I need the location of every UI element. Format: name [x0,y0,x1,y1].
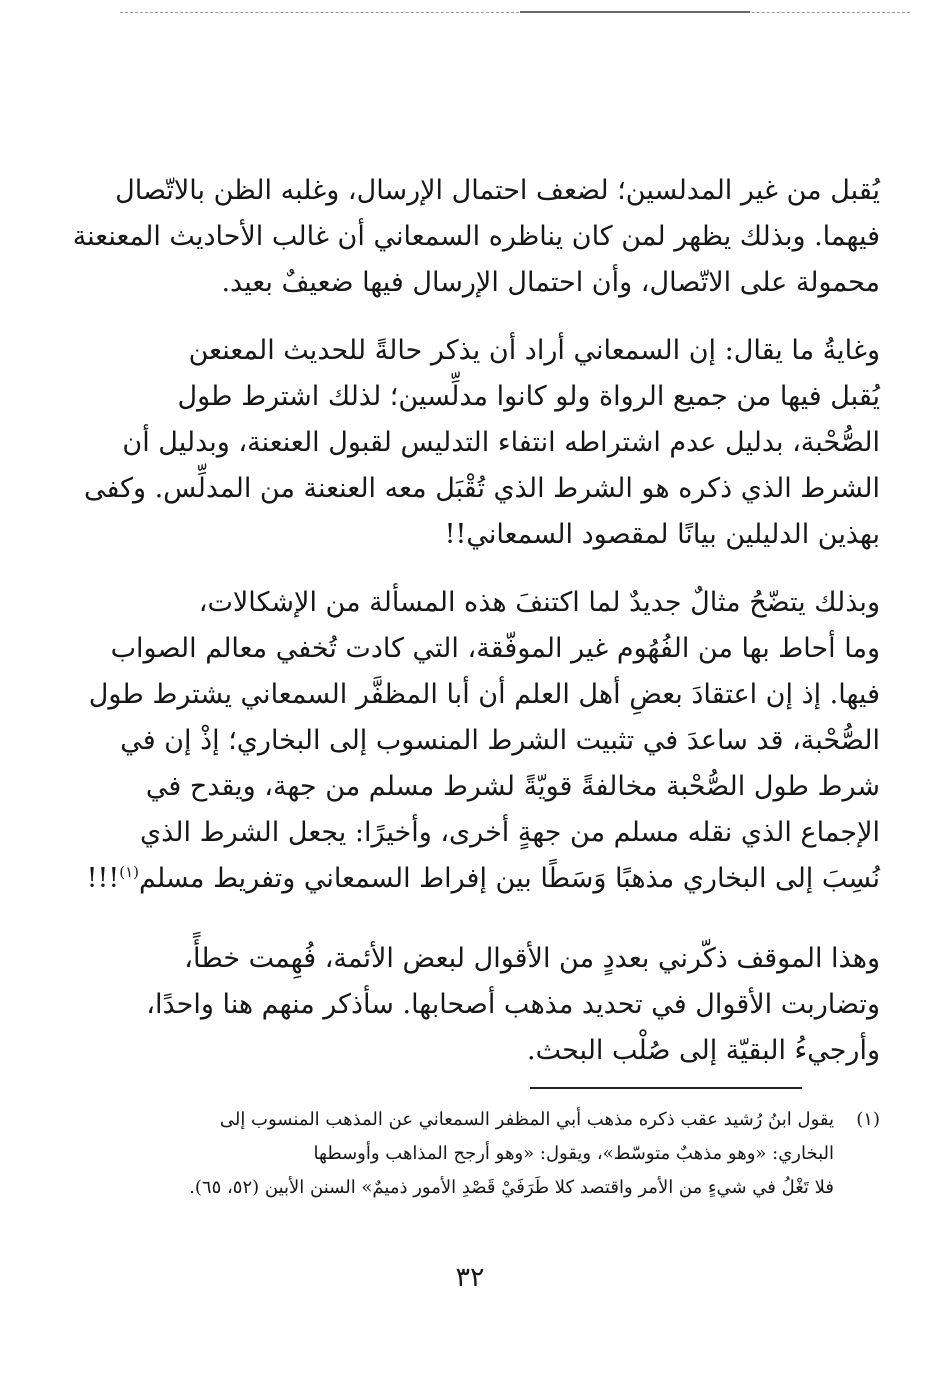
text-line: وما أحاط بها من الفُهُوم غير الموفّقة، التي كادت تُخفي معالم الصواب [110,633,880,664]
paragraph-2 [80,328,880,558]
text-line: وتضاربت الأقوال في تحديد مذهب أصحابها. سأذكر منهم هنا واحدًا، [146,989,880,1020]
text-line-with-footnote [80,856,880,902]
footnote-line: البخاري: «وهو مذهبٌ متوسّط»، ويقول: «وهو أرجح المذاهب وأوسطها [313,1143,834,1164]
footnote-text: يقول ابنُ رُشيد عقب ذكره مذهب أبي المظفر السمعاني عن المذهب المنسوب إلى [219,1109,834,1130]
paragraph-4 [80,936,880,1074]
text-line: شرط طول الصُّحْبة مخالفةً قويّةً لشرط مسلم من جهة، ويقدح في [145,771,880,802]
header-rule-accent [520,11,750,13]
page-body [72,168,880,1096]
verse-second-hemistich: كلا طَرَفَيْ قَصْدِ الأمور ذميمٌ» السنن الأبين (٥٢، ٦٥). [189,1177,575,1198]
footnote-number: (١) [856,1109,880,1130]
text-line: وهذا الموقف ذكّرني بعددٍ من الأقوال لبعض الأئمة، فُهِمت خطأً، [184,943,880,974]
text-line: الصُّحْبة، قد ساعدَ في تثبيت الشرط المنسوب إلى البخاري؛ إذْ إن في [120,725,880,756]
footnote-reference[interactable]: (١) [119,863,140,881]
text-line: يُقبل فيها من جميع الرواة ولو كانوا مدلِّسين؛ لذلك اشترط طول [177,381,880,412]
text-line: فيها. إذ إن اعتقادَ بعضِ أهل العلم أن أبا المظفَّر السمعاني يشترط طول [88,679,880,710]
text-line: بهذين الدليلين بيانًا لمقصود السمعاني!! [444,519,880,550]
text-line: فيهما. وبذلك يظهر لمن كان يناظره السمعاني أن غالب الأحاديث المعنعنة [72,221,880,252]
page-number: ٣٢ [455,1262,485,1293]
text-line: وبذلك يتضّحُ مثالٌ جديدٌ لما اكتنفَ هذه المسألة من الإشكالات، [198,587,880,618]
text-line: وأرجيءُ البقيّة إلى صُلْب البحث. [527,1035,880,1066]
footnote-verse [80,1171,880,1205]
text-fragment: !!! [86,863,120,894]
paragraph-1 [72,168,880,306]
text-line: الإجماع الذي نقله مسلم من جهةٍ أخرى، وأخيرًا: يجعل الشرط الذي [139,817,880,848]
paragraph-3 [80,580,880,902]
text-line: محمولة على الاتّصال، وأن احتمال الإرسال فيها ضعيفٌ بعيد. [221,267,880,298]
text-fragment: نُسِبَ إلى البخاري مذهبًا وَسَطًا بين إفراط السمعاني وتفريط مسلم [139,863,880,894]
text-line: الشرط الذي ذكره هو الشرط الذي تُقْبَل معه العنعنة من المدلِّس. وكفى [83,473,880,504]
header-rule [120,12,910,13]
text-line: الصُّحْبة، بدليل عدم اشتراطه انتفاء التدليس لقبول العنعنة، وبدليل أن [122,427,880,458]
footnote-line [80,1103,880,1137]
text-line: وغايةُ ما يقال: إن السمعاني أراد أن يذكر حالةً للحديث المعنعن [188,335,880,366]
text-line: يُقبل من غير المدلسين؛ لضعف احتمال الإرسال، وغلبه الظن بالاتّصال [115,175,880,206]
footnote-separator [530,1087,802,1089]
verse-first-hemistich: فلا تَغْلُ في شيءٍ من الأمر واقتصد [579,1177,834,1198]
footnotes [80,1103,880,1205]
